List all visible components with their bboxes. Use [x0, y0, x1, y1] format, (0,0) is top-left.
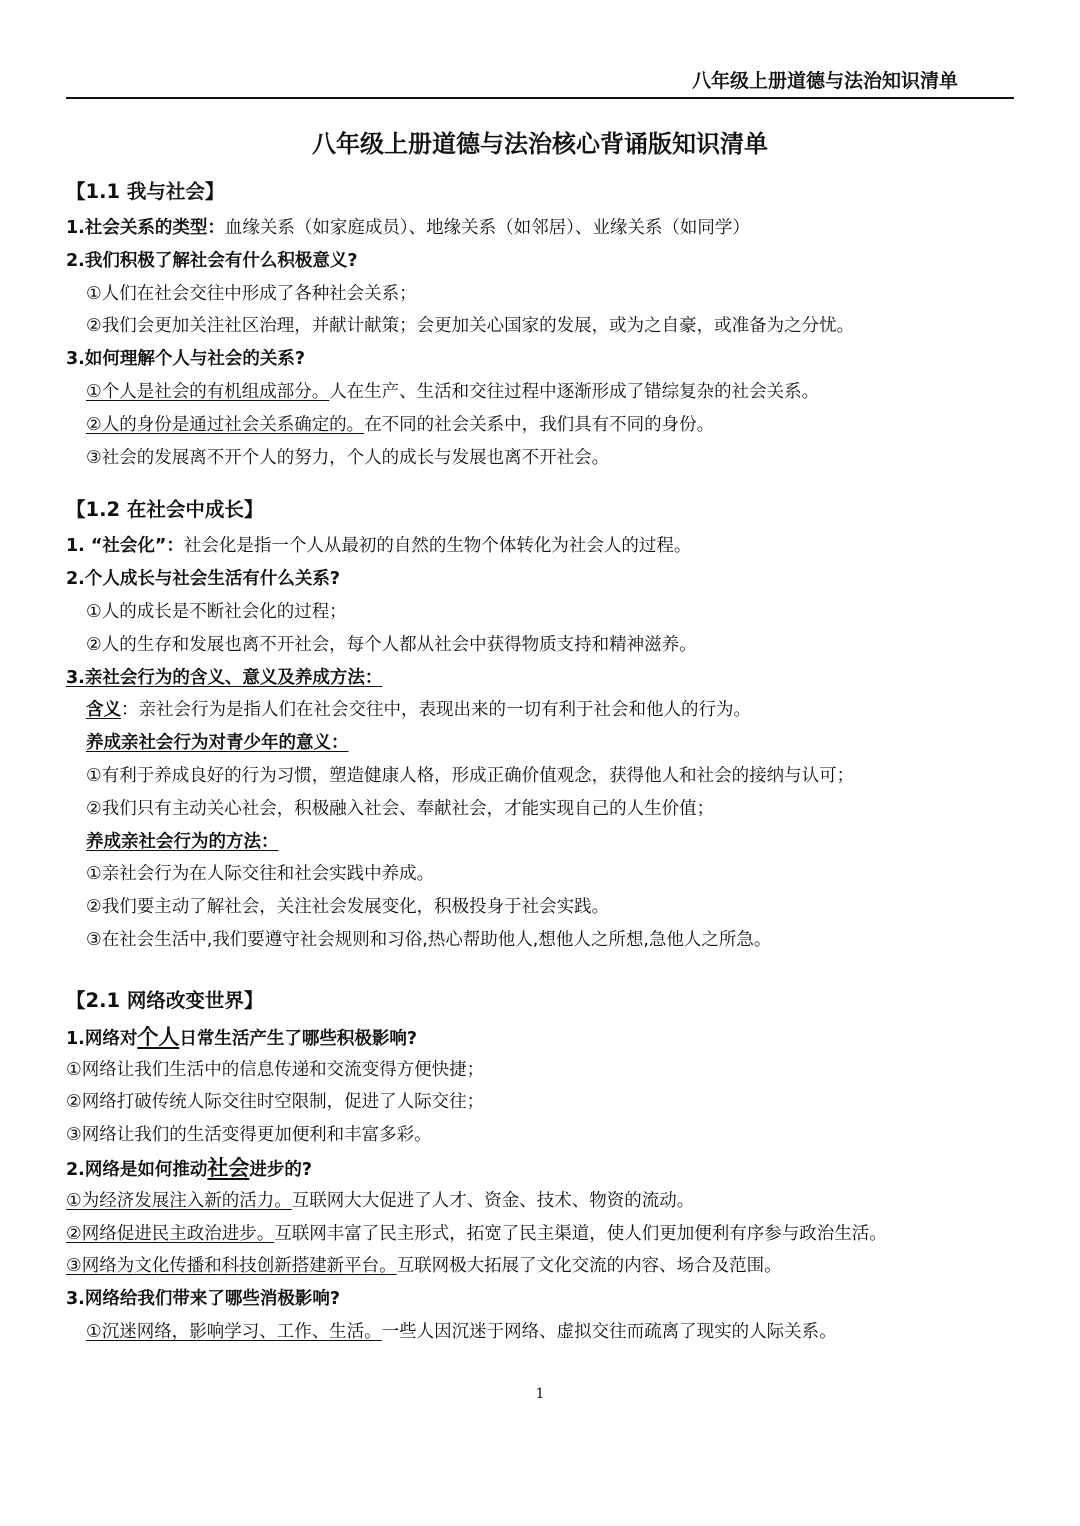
emphasis-word: 社会 — [207, 1155, 250, 1180]
answer-item — [66, 376, 1016, 409]
answer-item: ①人们在社会交往中形成了各种社会关系； — [86, 283, 417, 304]
underlined-key-point: ②人的身份是通过社会关系确定的。 — [86, 414, 365, 435]
page-title: 八年级上册道德与法治核心背诵版知识清单 — [312, 130, 768, 158]
answer-text: 人在生产、生活和交往过程中逐渐形成了错综复杂的社会关系。 — [329, 381, 820, 402]
definition-line — [66, 694, 1016, 727]
underlined-key-point: ①为经济发展注入新的活力。 — [66, 1190, 292, 1211]
question-label: 1.社会关系的类型： — [66, 218, 225, 238]
answer-text: 在不同的社会关系中，我们具有不同的身份。 — [364, 414, 715, 435]
question-1-1-2: 2.我们积极了解社会有什么积极意义? — [66, 250, 358, 271]
answer-item: ③社会的发展离不开个人的努力，个人的成长与发展也离不开社会。 — [86, 447, 610, 468]
answer-item: ②我们要主动了解社会，关注社会发展变化，积极投身于社会实践。 — [86, 897, 610, 918]
section-heading-1-2: 【1.2 在社会中成长】 — [66, 498, 264, 522]
question-2-1-3: 3.网络给我们带来了哪些消极影响? — [66, 1289, 340, 1310]
question-suffix: 进步的? — [249, 1159, 312, 1180]
definition-text: ：亲社会行为是指人们在社会交往中，表现出来的一切有利于社会和他人的行为。 — [121, 700, 751, 721]
underlined-key-point: ②网络促进民主政治进步。 — [66, 1223, 275, 1244]
answer-item: ②网络打破传统人际交往时空限制，促进了人际交往； — [66, 1092, 485, 1113]
answer-text: 血缘关系（如家庭成员）、地缘关系（如邻居）、业缘关系（如同学） — [224, 218, 750, 238]
answer-item: ③在社会生活中,我们要遵守社会规则和习俗,热心帮助他人,想他人之所想,急他人之所急。 — [86, 929, 772, 950]
question-2-1-1 — [66, 1021, 1016, 1054]
question-1-1-1 — [66, 212, 1016, 245]
answer-item — [66, 1218, 1016, 1251]
document-body — [66, 172, 1016, 1349]
question-1-2-2: 2.个人成长与社会生活有什么关系? — [66, 569, 340, 590]
underlined-key-point: ①个人是社会的有机组成部分。 — [86, 381, 330, 402]
answer-item: ①亲社会行为在人际交往和社会实践中养成。 — [86, 864, 435, 885]
question-suffix: 日常生活产生了哪些积极影响? — [179, 1028, 417, 1049]
underlined-key-point: ①沉迷网络，影响学习、工作、生活。 — [86, 1321, 382, 1342]
question-prefix: 1.网络对 — [66, 1028, 138, 1049]
running-header: 八年级上册道德与法治知识清单 — [691, 70, 958, 92]
question-1-2-1 — [66, 530, 1016, 563]
question-1-1-3: 3.如何理解个人与社会的关系? — [66, 349, 305, 370]
section-heading-1-1: 【1.1 我与社会】 — [66, 180, 225, 203]
definition-label: 含义 — [86, 700, 121, 721]
answer-text: 一些人因沉迷于网络、虚拟交往而疏离了现实的人际关系。 — [381, 1321, 837, 1342]
subheading-label: 养成亲社会行为对青少年的意义： — [86, 733, 349, 754]
answer-item — [66, 1316, 1016, 1349]
question-prefix: 2.网络是如何推动 — [66, 1159, 208, 1180]
question-2-1-2 — [66, 1152, 1016, 1185]
answer-text: 互联网丰富了民主形式，拓宽了民主渠道，使人们更加便利有序参与政治生活。 — [274, 1223, 887, 1244]
subheading-meaning — [66, 727, 1016, 760]
answer-item: ②人的生存和发展也离不开社会，每个人都从社会中获得物质支持和精神滋养。 — [86, 634, 697, 655]
answer-item: ①网络让我们生活中的信息传递和交流变得方便快捷； — [66, 1059, 485, 1080]
question-1-2-3: 3.亲社会行为的含义、意义及养成方法： — [66, 667, 383, 688]
emphasis-word: 个人 — [137, 1024, 180, 1049]
underlined-key-point: ③网络为文化传播和科技创新搭建新平台。 — [66, 1256, 397, 1277]
question-label: 1. “社会化”： — [66, 536, 184, 557]
section-heading-2-1: 【2.1 网络改变世界】 — [66, 988, 264, 1012]
answer-item — [66, 409, 1016, 442]
answer-text: 社会化是指一个人从最初的自然的生物个体转化为社会人的过程。 — [183, 536, 692, 557]
header-divider — [66, 97, 1014, 99]
subheading-method — [66, 826, 1016, 859]
answer-text: 互联网极大拓展了文化交流的内容、场合及范围。 — [396, 1256, 782, 1277]
answer-item: ①有利于养成良好的行为习惯，塑造健康人格，形成正确价值观念，获得他人和社会的接纳与认可； — [86, 765, 855, 786]
answer-item: ②我们会更加关注社区治理，并献计献策；会更加关心国家的发展，或为之自豪，或准备为之分忧。 — [86, 316, 855, 337]
answer-item — [66, 1185, 1016, 1218]
answer-item: ③网络让我们的生活变得更加便利和丰富多彩。 — [66, 1125, 432, 1146]
page-number: 1 — [535, 1386, 545, 1402]
answer-text: 互联网大大促进了人才、资金、技术、物资的流动。 — [291, 1190, 695, 1211]
subheading-label: 养成亲社会行为的方法： — [86, 831, 279, 852]
answer-item: ①人的成长是不断社会化的过程； — [86, 601, 347, 622]
answer-item: ②我们只有主动关心社会，积极融入社会、奉献社会，才能实现自己的人生价值； — [86, 798, 715, 819]
answer-item — [66, 1250, 1016, 1283]
